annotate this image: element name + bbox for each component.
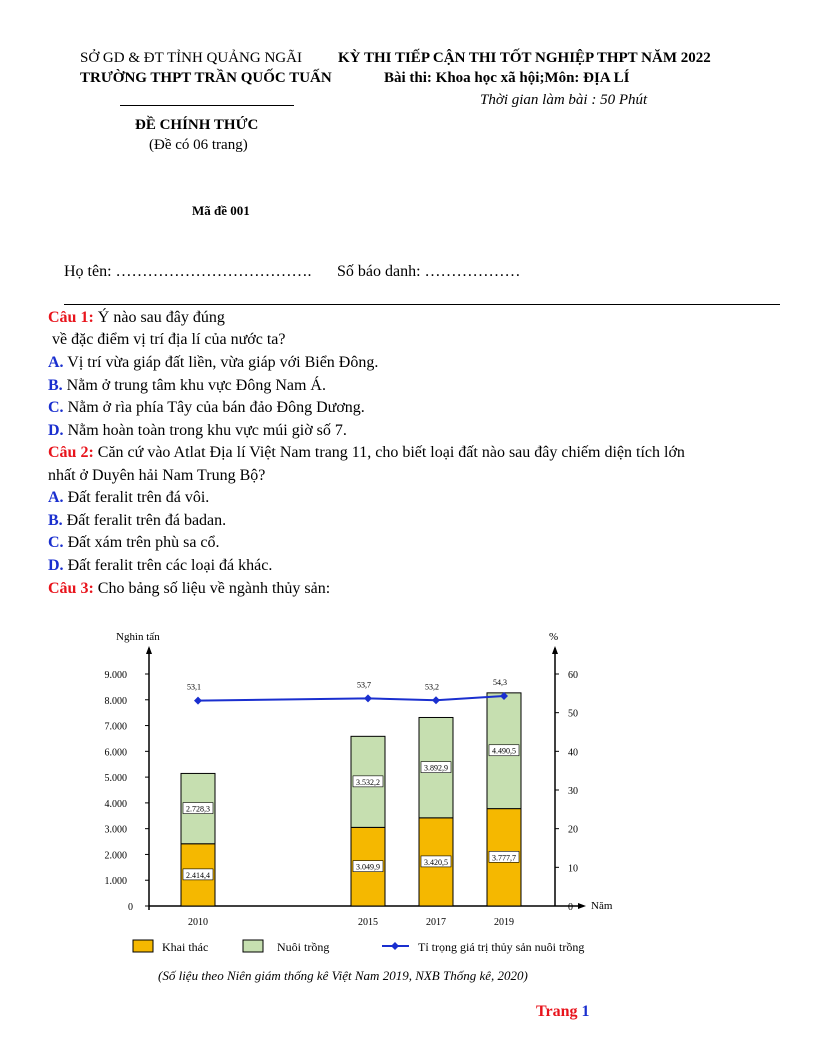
page-footer bbox=[536, 1003, 589, 1021]
data-label-ti-trong: 53,2 bbox=[425, 682, 439, 692]
exam-title: KỲ THI TIẾP CẬN THI TỐT NGHIỆP THPT NĂM 2022 bbox=[338, 50, 711, 66]
data-label-nuoi-trong: 2.728,3 bbox=[186, 804, 210, 814]
left-tick-label: 0 bbox=[128, 902, 133, 913]
data-label-khai-thac: 3.777,7 bbox=[492, 853, 516, 863]
q2-option-c[interactable]: C. Đất xám trên phù sa cổ. bbox=[48, 534, 220, 551]
legend-label-khai-thac: Khai thác bbox=[162, 940, 209, 954]
legend-label-ti-trong: Tỉ trọng giá trị thủy sản nuôi trồng bbox=[418, 940, 585, 954]
school-name: TRƯỜNG THPT TRẦN QUỐC TUẤN bbox=[80, 70, 332, 86]
right-tick-label: 30 bbox=[568, 786, 578, 797]
question-3-label: Câu 3: bbox=[48, 580, 94, 597]
data-label-ti-trong: 54,3 bbox=[493, 678, 507, 688]
q1-option-b[interactable]: B. Nằm ở trung tâm khu vực Đông Nam Á. bbox=[48, 377, 326, 394]
exam-time: Thời gian làm bài : 50 Phút bbox=[480, 92, 648, 108]
left-tick-label: 3.000 bbox=[104, 824, 127, 836]
q1-option-c[interactable]: C. Nằm ở rìa phía Tây của bán đảo Đông Dương. bbox=[48, 399, 365, 416]
legend-swatch-khai-thac bbox=[133, 940, 153, 952]
q2-option-b[interactable]: B. Đất feralit trên đá badan. bbox=[48, 512, 227, 529]
legend-label-nuoi-trong: Nuôi trồng bbox=[277, 940, 330, 954]
x-axis-arrow bbox=[578, 903, 586, 909]
left-tick-label: 4.000 bbox=[104, 798, 127, 810]
data-label-khai-thac: 3.049,9 bbox=[356, 862, 380, 872]
right-tick-label: 40 bbox=[568, 747, 578, 759]
candidate-id-field: Số báo danh: ……………… bbox=[337, 263, 521, 280]
line-point-ti-trong bbox=[432, 696, 440, 704]
right-tick-label: 0 bbox=[568, 902, 573, 913]
line-point-ti-trong bbox=[194, 697, 202, 705]
left-tick-label: 6.000 bbox=[104, 747, 127, 759]
candidate-name-field: Họ tên: ………………………………. bbox=[64, 263, 312, 280]
exam-code: Mã đề 001 bbox=[192, 203, 250, 218]
right-tick-label: 20 bbox=[568, 824, 578, 836]
chart-source: (Số liệu theo Niên giám thống kê Việt Nam 2019, NXB Thống kê, 2020) bbox=[158, 968, 528, 983]
legend-marker-ti-trong bbox=[391, 942, 399, 950]
right-tick-label: 10 bbox=[568, 863, 578, 875]
question-1-text: Ý nào sau đây đúng bbox=[97, 309, 225, 326]
left-tick-label: 5.000 bbox=[104, 773, 127, 785]
x-tick-label: 2019 bbox=[494, 917, 514, 928]
x-tick-label: 2010 bbox=[188, 917, 208, 928]
left-tick-label: 7.000 bbox=[104, 721, 127, 733]
page-word: Trang bbox=[536, 1003, 578, 1020]
exam-subject: Bài thi: Khoa học xã hội;Môn: ĐỊA LÍ bbox=[384, 70, 630, 86]
left-axis-arrow bbox=[146, 646, 152, 654]
department-name: SỞ GD & ĐT TỈNH QUẢNG NGÃI bbox=[80, 50, 302, 66]
page-number: 1 bbox=[581, 1003, 590, 1020]
x-axis-label: Năm bbox=[591, 900, 613, 912]
data-label-khai-thac: 3.420,5 bbox=[424, 857, 448, 867]
q2-option-a[interactable]: A. Đất feralit trên đá vôi. bbox=[48, 489, 210, 506]
left-tick-label: 2.000 bbox=[104, 850, 127, 862]
left-tick-label: 1.000 bbox=[104, 876, 127, 888]
left-tick-label: 9.000 bbox=[104, 670, 127, 681]
data-label-ti-trong: 53,7 bbox=[357, 680, 371, 690]
right-axis-arrow bbox=[552, 646, 558, 654]
x-tick-label: 2017 bbox=[426, 917, 446, 928]
page-count: (Đề có 06 trang) bbox=[149, 137, 248, 153]
question-2-text-cont: nhất ở Duyên hải Nam Trung Bộ? bbox=[48, 467, 266, 484]
data-label-nuoi-trong: 3.532,2 bbox=[356, 777, 380, 787]
question-2-label: Câu 2: bbox=[48, 444, 94, 461]
data-label-ti-trong: 53,1 bbox=[187, 682, 201, 692]
q1-option-d[interactable]: D. Nằm hoàn toàn trong khu vực múi giờ số 7. bbox=[48, 422, 347, 439]
question-3-text: Cho bảng số liệu về ngành thủy sản: bbox=[97, 580, 331, 597]
q2-option-d[interactable]: D. Đất feralit trên các loại đá khác. bbox=[48, 557, 273, 574]
right-tick-label: 60 bbox=[568, 670, 578, 681]
q1-option-a[interactable]: A. Vị trí vừa giáp đất liền, vừa giáp với Biển Đông. bbox=[48, 354, 379, 371]
right-tick-label: 50 bbox=[568, 708, 578, 720]
line-ti-trong bbox=[198, 696, 504, 701]
data-label-nuoi-trong: 4.490,5 bbox=[492, 746, 516, 756]
left-tick-label: 8.000 bbox=[104, 695, 127, 707]
left-axis-unit: Nghìn tấn bbox=[116, 631, 160, 643]
official-label: ĐỀ CHÍNH THỨC bbox=[135, 117, 259, 133]
data-label-khai-thac: 2.414,4 bbox=[186, 870, 210, 880]
legend-swatch-nuoi-trong bbox=[243, 940, 263, 952]
question-2-text: Căn cứ vào Atlat Địa lí Việt Nam trang 11, cho biết loại đất nào sau đây chiếm diện tích lớn bbox=[97, 444, 685, 461]
data-label-nuoi-trong: 3.892,9 bbox=[424, 763, 448, 773]
right-axis-unit: % bbox=[549, 631, 559, 643]
x-tick-label: 2015 bbox=[358, 917, 378, 928]
question-1-label: Câu 1: bbox=[48, 309, 94, 326]
question-1-text-cont: về đặc điểm vị trí địa lí của nước ta? bbox=[48, 331, 286, 348]
line-point-ti-trong bbox=[364, 694, 372, 702]
